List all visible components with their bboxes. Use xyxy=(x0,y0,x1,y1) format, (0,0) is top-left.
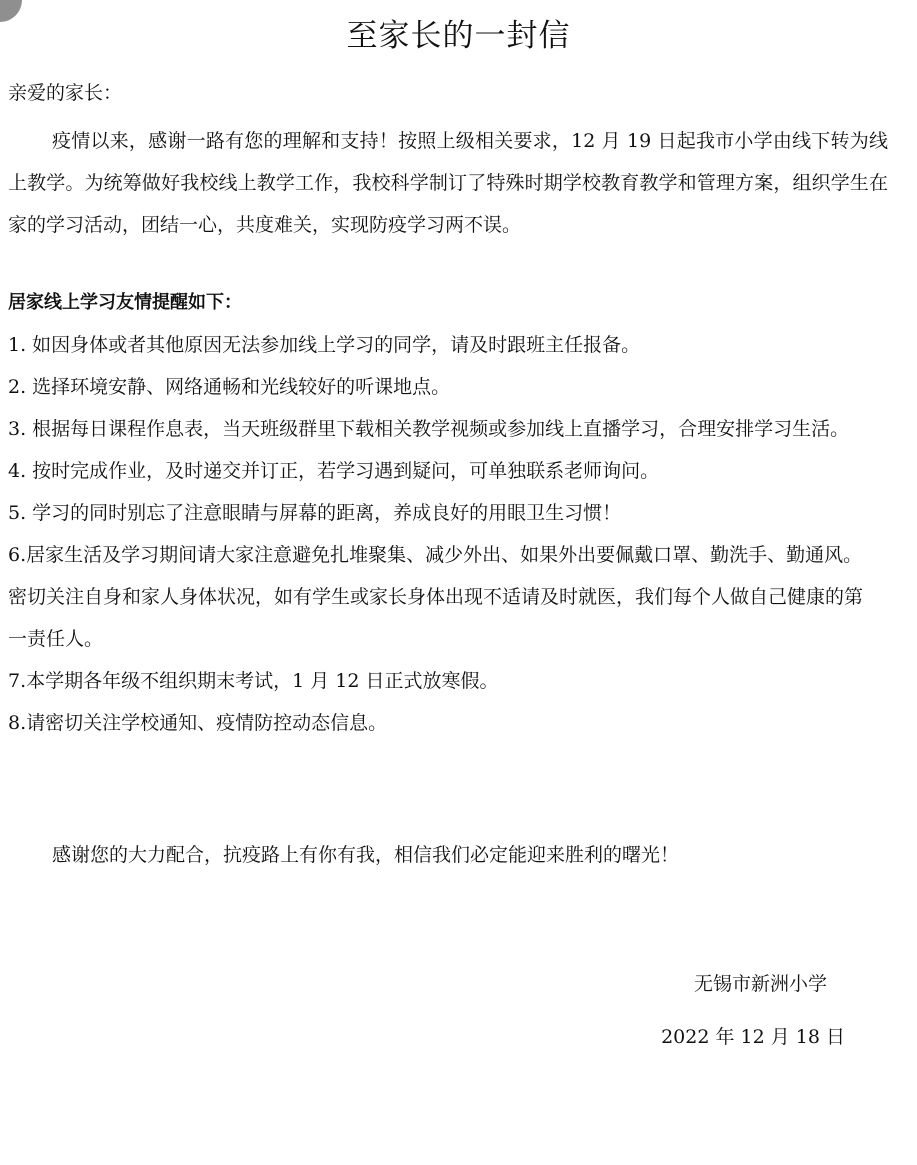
reminder-item-4: 4. 按时完成作业，及时递交并订正，若学习遇到疑问，可单独联系老师询问。 xyxy=(8,460,660,482)
greeting: 亲爱的家长： xyxy=(8,82,123,104)
letter-title: 至家长的一封信 xyxy=(346,18,571,54)
letter-date: 2022 年 12 月 18 日 xyxy=(661,1026,845,1048)
reminders-list xyxy=(8,324,880,744)
reminder-item-3: 3. 根据每日课程作息表，当天班级群里下载相关教学视频或参加线上直播学习，合理安排学习生活。 xyxy=(8,418,850,440)
school-name: 无锡市新洲小学 xyxy=(693,973,827,995)
reminder-item-8: 8.请密切关注学校通知、疫情防控动态信息。 xyxy=(8,712,388,734)
reminder-item-5: 5. 学习的同时别忘了注意眼睛与屏幕的距离，养成良好的用眼卫生习惯！ xyxy=(8,502,622,524)
intro-paragraph: 疫情以来，感谢一路有您的理解和支持！按照上级相关要求，12 月 19 日起我市小学由线下转为线上教学。为统筹做好我校线上教学工作，我校科学制订了特殊时期学校教育教学和管理方案，组织学生在家的学习活动，团结一心，共度难关，实现防疫学习两不误。 xyxy=(8,130,888,236)
signature-block xyxy=(661,963,845,1058)
reminders-heading: 居家线上学习友情提醒如下： xyxy=(8,292,242,313)
reminder-item-6: 6.居家生活及学习期间请大家注意避免扎堆聚集、减少外出、如果外出要佩戴口罩、勤洗手、勤通风。密切关注自身和家人身体状况，如有学生或家长身体出现不适请及时就医，我们每个人做自己健康的第一责任人。 xyxy=(8,544,864,650)
reminder-item-2: 2. 选择环境安静、网络通畅和光线较好的听课地点。 xyxy=(8,376,451,398)
reminder-item-1: 1. 如因身体或者其他原因无法参加线上学习的同学，请及时跟班主任报备。 xyxy=(8,334,641,356)
closing-paragraph: 感谢您的大力配合，抗疫路上有你有我，相信我们必定能迎来胜利的曙光！ xyxy=(52,844,680,866)
reminder-item-7: 7.本学期各年级不组织期末考试，1 月 12 日正式放寒假。 xyxy=(8,670,499,692)
